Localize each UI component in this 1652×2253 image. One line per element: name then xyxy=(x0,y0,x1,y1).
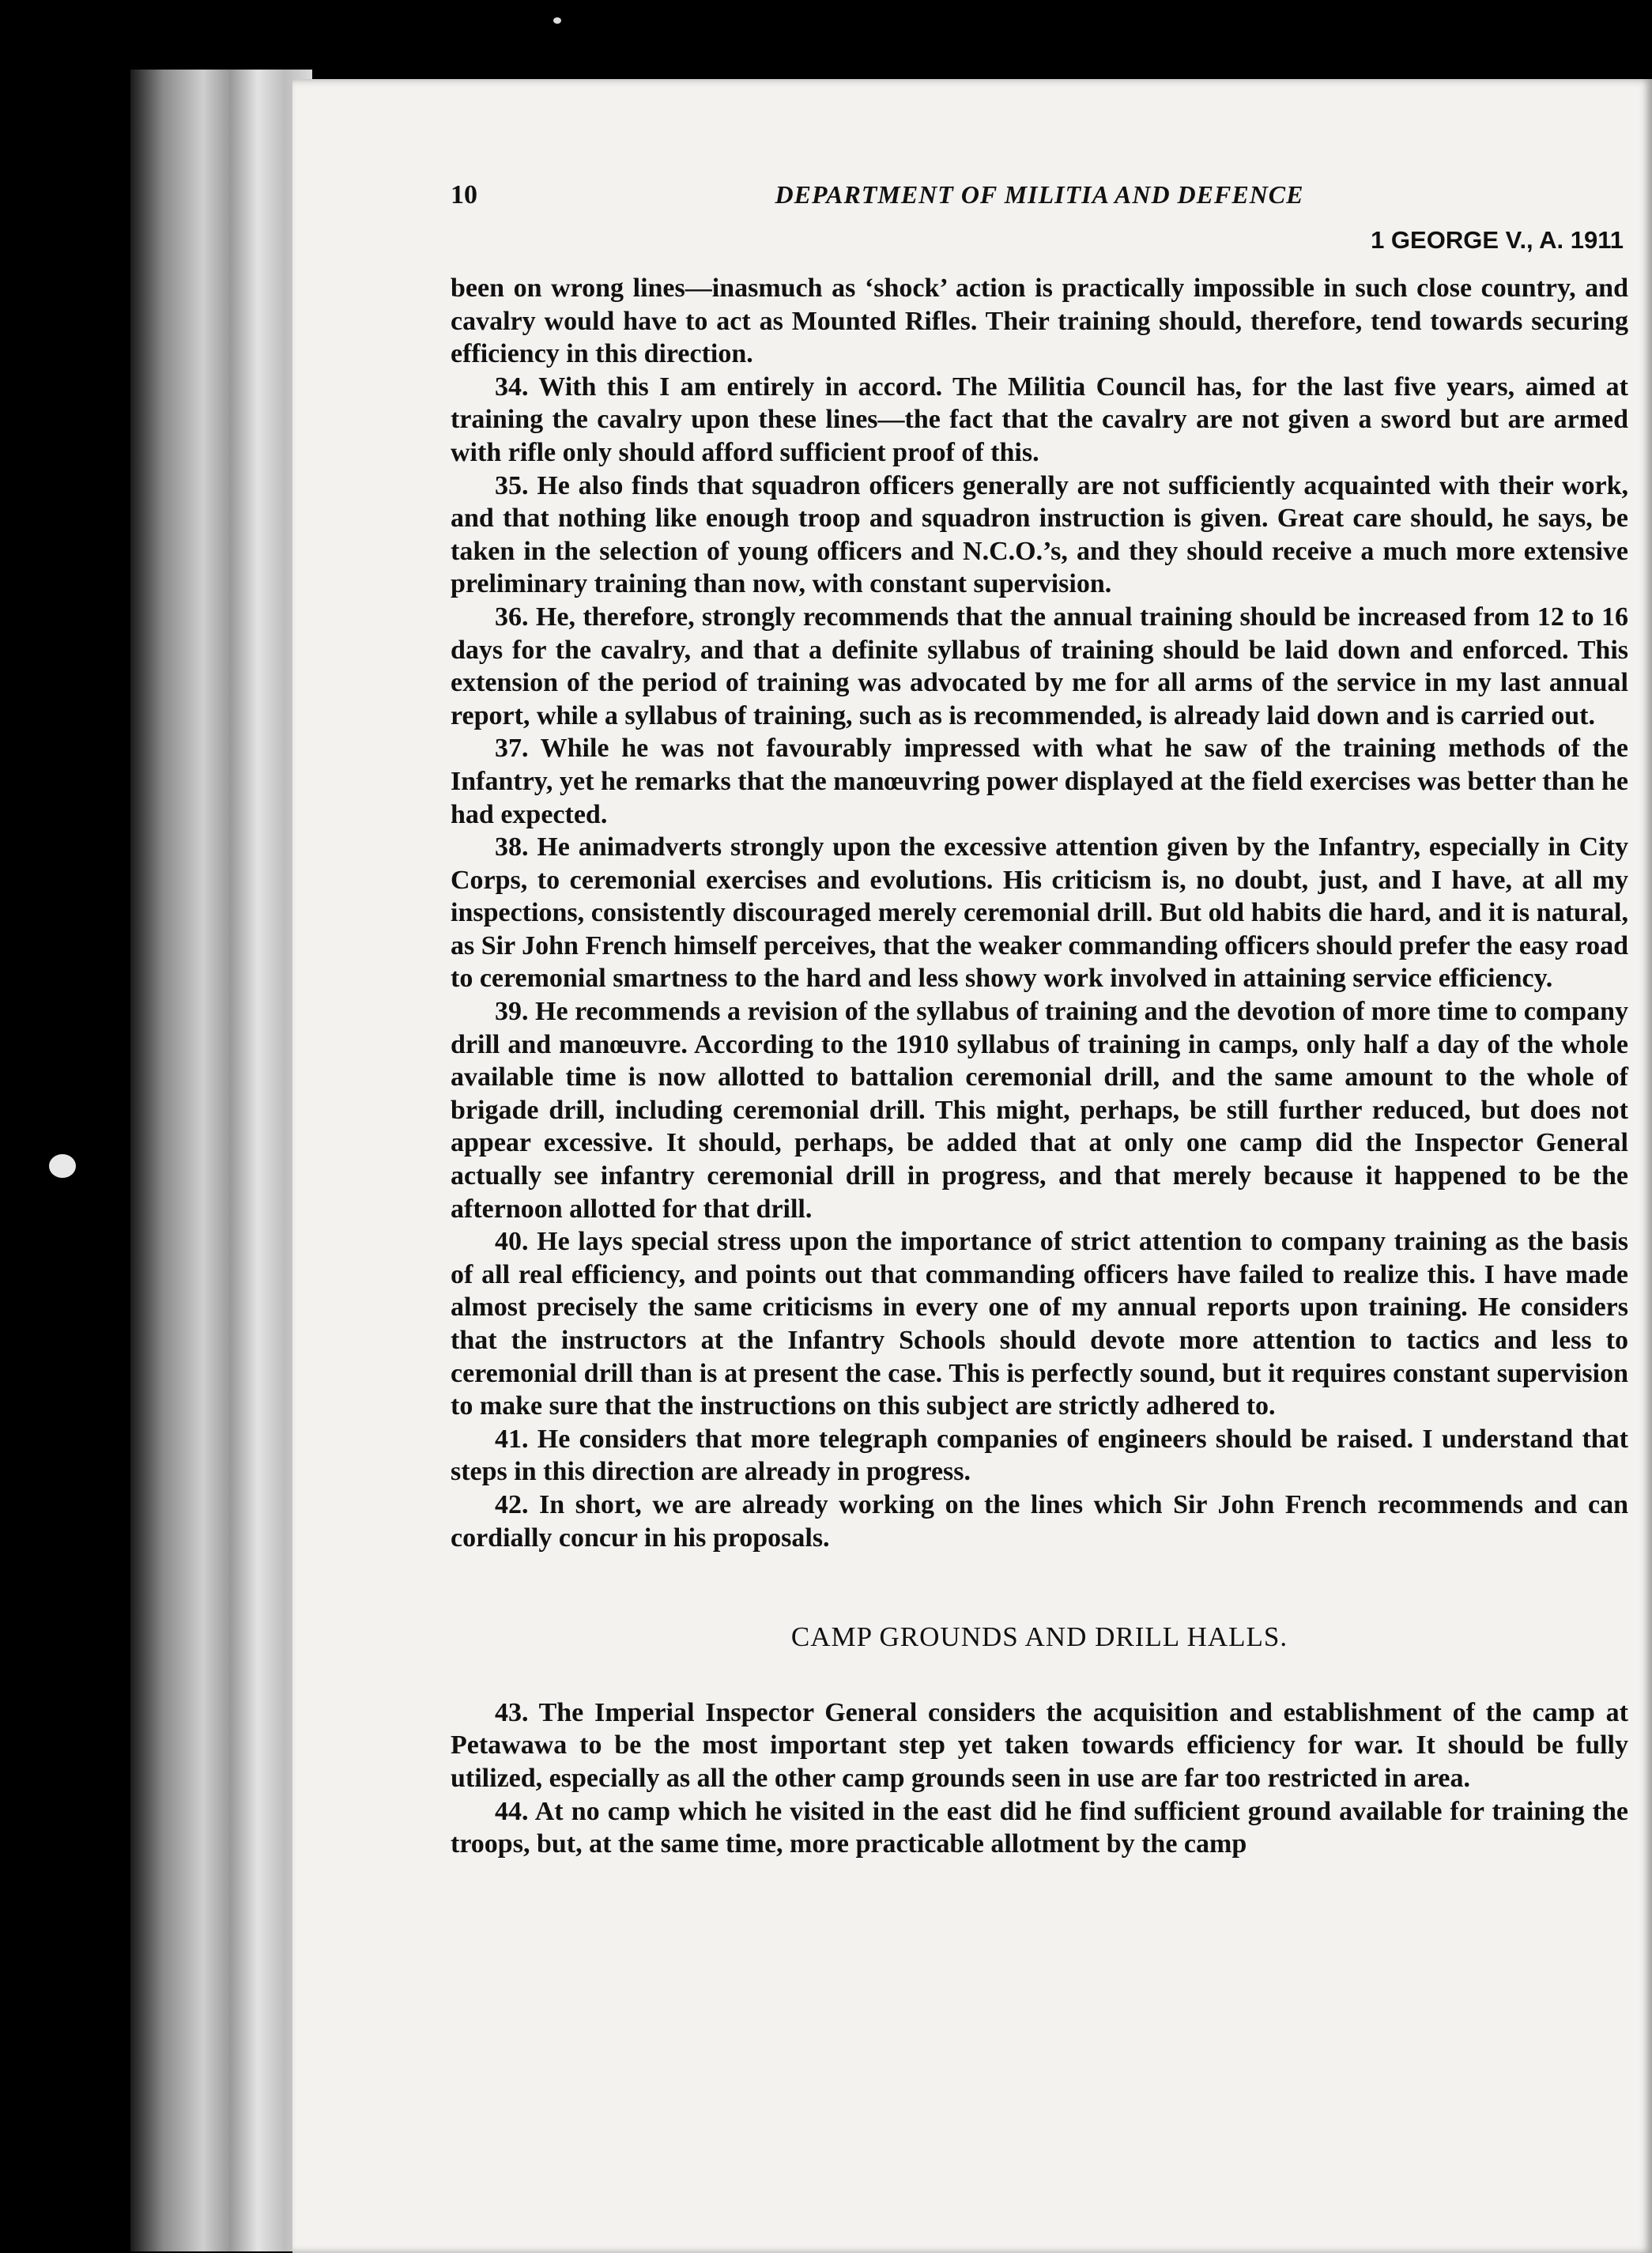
paragraph-41: 41. He considers that more telegraph companies of engineers should be raised. I understand that steps in this direction are already in progress. xyxy=(451,1424,1628,1487)
body-text xyxy=(451,272,1628,1861)
paragraph-44: 44. At no camp which he visited in the east did he find sufficient ground available for training the troops, but, at the same time, more practicable allotment by the camp xyxy=(451,1796,1628,1859)
paragraph-39: 39. He recommends a revision of the syllabus of training and the devotion of more time to company drill and manœuvre. According to the 1910 syllabus of training in camps, only half a day of the whole available time is now allotted to battalion ceremonial drill, and the same amount to the whole of brigade drill, including ceremonial drill. This might, perhaps, be still further reduced, but does not appear excessive. It should, perhaps, be added that at only one camp did the Inspector General actually see infantry ceremonial drill in progress, and that merely because it happened to be the afternoon allotted for that drill. xyxy=(451,997,1628,1224)
section-title: CAMP GROUNDS AND DRILL HALLS. xyxy=(790,1621,1288,1653)
page-number: 10 xyxy=(451,180,477,209)
paragraph-42: 42. In short, we are already working on the lines which Sir John French recommends and can cordially concur in his proposals. xyxy=(451,1489,1628,1553)
scan-speck xyxy=(553,17,561,24)
page-header xyxy=(451,174,1628,218)
paragraph-37: 37. While he was not favourably impressed with what he saw of the training methods of the Infantry, yet he remarks that the manœuvring power displayed at the field exercises was better than he had expected. xyxy=(451,734,1628,829)
paragraph-40: 40. He lays special stress upon the importance of strict attention to company training as the basis of all real efficiency, and points out that commanding officers have failed to realize this. I have made almost precisely the same criticisms in every one of my annual reports upon training. He considers that the instructors at the Infantry Schools should devote more attention to tactics and less to ceremonial drill than is at present the case. This is perfectly sound, but it requires constant supervision to make sure that the instructions on this subject are strictly adhered to. xyxy=(451,1227,1628,1421)
page-content xyxy=(451,174,1628,1861)
paragraph-continued: been on wrong lines—inasmuch as ‘shock’ action is practically impossible in such close country, and cavalry would have to act as Mounted Rifles. Their training should, therefore, tend towards securing efficiency in this direction. xyxy=(451,274,1628,369)
session-label: 1 GEORGE V., A. 1911 xyxy=(1371,226,1624,254)
scan-speck xyxy=(49,1154,76,1178)
running-head: DEPARTMENT OF MILITIA AND DEFENCE xyxy=(775,180,1304,209)
book-binding-edge xyxy=(130,70,312,2251)
document-page xyxy=(292,79,1652,2253)
paragraph-38: 38. He animadverts strongly upon the excessive attention given by the Infantry, especially in City Corps, to ceremonial exercises and evolutions. His criticism is, no doubt, just, and I have, at all my inspections, consistently discouraged merely ceremonial drill. But old habits die hard, and it is natural, as Sir John French himself perceives, that the weaker commanding officers should prefer the easy road to ceremonial smartness to the hard and less showy work involved in attaining service efficiency. xyxy=(451,832,1628,994)
paragraph-36: 36. He, therefore, strongly recommends that the annual training should be increased from 12 to 16 days for the cavalry, and that a definite syllabus of training should be laid down and enforced. This extension of the period of training was advocated by me for all arms of the service in my last annual report, while a syllabus of training, such as is recommended, is already laid down and is carried out. xyxy=(451,602,1628,730)
paragraph-35: 35. He also finds that squadron officers generally are not sufficiently acquainted with their work, and that nothing like enough troop and squadron instruction is given. Great care should, he says, be taken in the selection of young officers and N.C.O.’s, and they should receive a much more extensive preliminary training than now, with constant supervision. xyxy=(451,470,1628,599)
paragraph-34: 34. With this I am entirely in accord. The Militia Council has, for the last five years, aimed at training the cavalry upon these lines—the fact that the cavalry are not given a sword but are armed with rifle only should afford sufficient proof of this. xyxy=(451,372,1628,467)
paragraph-43: 43. The Imperial Inspector General considers the acquisition and establishment of the camp at Petawawa to be the most important step yet taken towards efficiency for war. It should be fully utilized, especially as all the other camp grounds seen in use are far too restricted in area. xyxy=(451,1697,1628,1793)
